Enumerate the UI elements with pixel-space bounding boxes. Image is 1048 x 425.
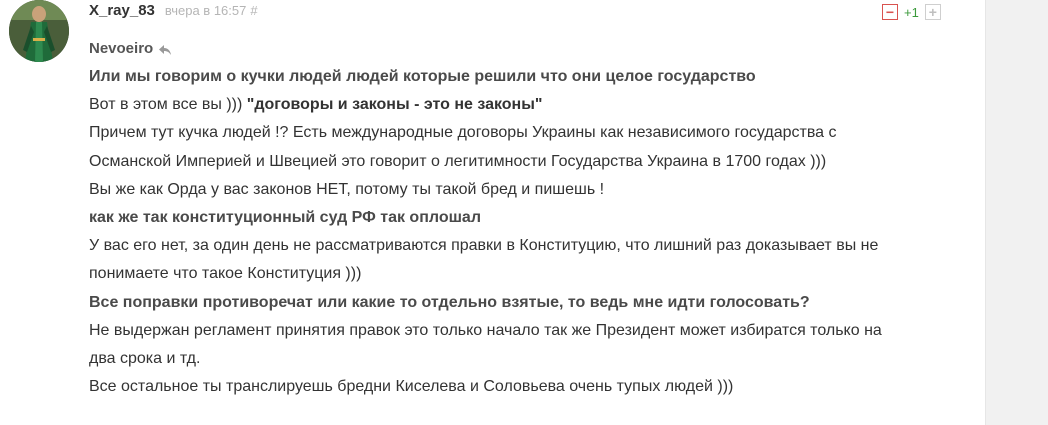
quote-line: Все поправки противоречат или какие то отдельно взятые, то ведь мне идти голосовать? [89, 293, 810, 311]
comment-line: два срока и тд. [89, 350, 201, 368]
permalink-link[interactable]: # [250, 3, 258, 18]
comment-line: Не выдержан регламент принятия правок это только начало так же Президент может избиратся только на [89, 321, 882, 339]
comment-line: понимаете что такое Конституция ))) [89, 265, 362, 283]
comment-header [89, 2, 258, 22]
vote-score: +1 [904, 4, 919, 20]
username-link[interactable]: X_ray_83 [89, 2, 155, 19]
comment-line: Вы же как Орда у вас законов НЕТ, потому ты такой бред и пишешь ! [89, 180, 605, 198]
comment-line: Причем тут кучка людей !? Есть международные договоры Украины как независимого государства с [89, 124, 837, 142]
comment-body [89, 63, 969, 401]
inline-quote: "договоры и законы - это не законы" [246, 96, 543, 114]
vote-controls [882, 3, 941, 21]
comment-line: Все остальное ты транслируешь бредни Киселева и Соловьева очень тупых людей ))) [89, 378, 734, 396]
comment-line: Османской Империей и Швецией это говорит о легитимности Государства Украина в 1700 годах ))) [89, 152, 827, 170]
comment-line: У вас его нет, за один день не рассматриваются правки в Конституцию, что лишний раз доказывает вы не [89, 237, 879, 255]
comment-line: Вот в этом все вы ))) "договоры и законы - это не законы" [89, 96, 543, 114]
vote-down-button[interactable]: − [882, 4, 898, 20]
right-sidebar [985, 0, 1048, 425]
quote-line: Или мы говорим о кучки людей людей которые решили что они целое государство [89, 68, 756, 85]
avatar[interactable] [9, 0, 69, 62]
timestamp[interactable]: вчера в 16:57 [164, 3, 247, 18]
reply-to-name[interactable]: Nevoeiro [89, 40, 154, 57]
vote-up-button[interactable]: + [925, 4, 941, 20]
reply-arrow-icon[interactable] [158, 43, 172, 55]
reply-to [89, 40, 172, 57]
quote-line: как же так конституционный суд РФ так оплошал [89, 209, 481, 227]
